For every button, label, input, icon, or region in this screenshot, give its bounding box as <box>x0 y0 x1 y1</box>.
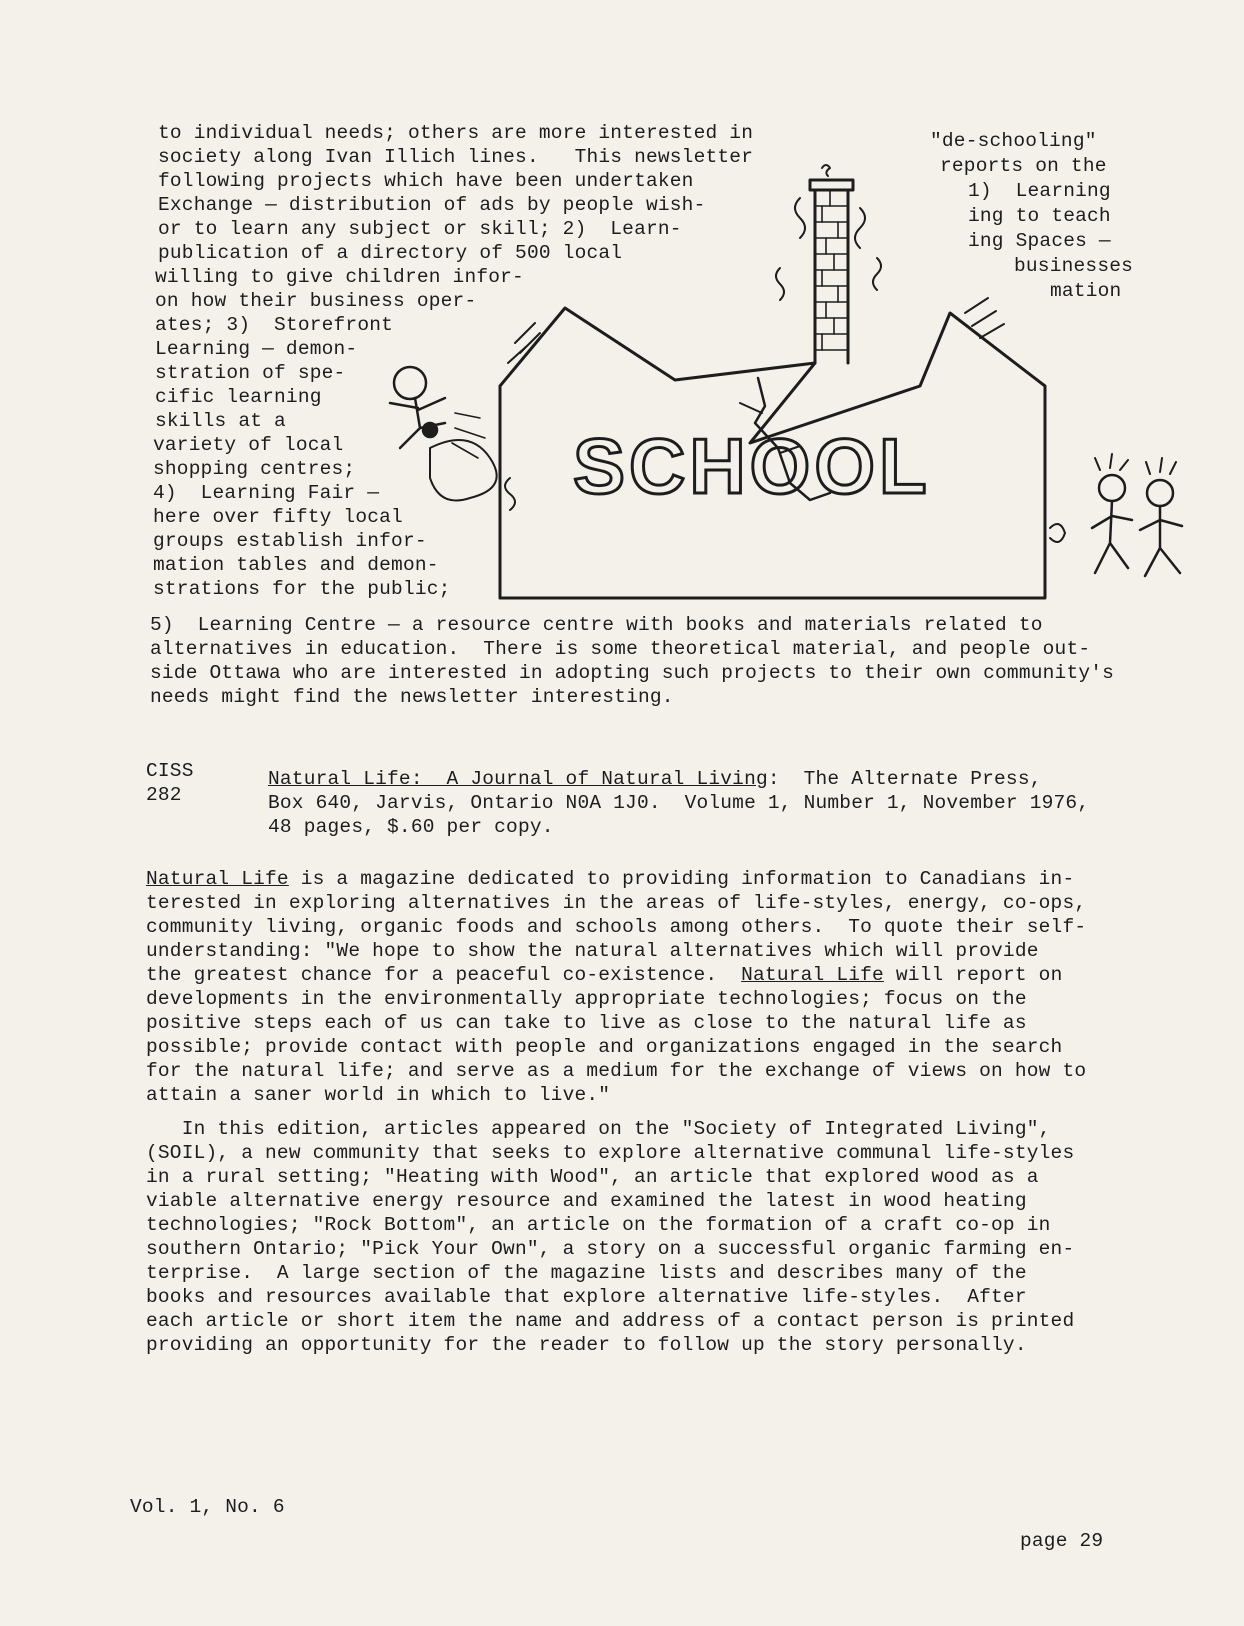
entry-publisher: : The Alternate Press, <box>767 768 1042 790</box>
intro-line: following projects which have been undertaken <box>158 170 694 192</box>
body-line: viable alternative energy resource and examined the latest in wood heating <box>146 1190 1027 1212</box>
intro-line: on how their business oper- <box>155 290 477 312</box>
body-line: In this edition, articles appeared on the "Society of Integrated Living", <box>146 1118 1051 1140</box>
intro-line: mation tables and demon- <box>153 554 439 576</box>
body-line: understanding: "We hope to show the natural alternatives which will provide <box>146 940 1039 962</box>
intro-right-line: businesses <box>1014 255 1134 277</box>
body-line: for the natural life; and serve as a medium for the exchange of views on how to <box>146 1060 1087 1082</box>
body-line: each article or short item the name and address of a contact person is printed <box>146 1310 1075 1332</box>
body-line: community living, organic foods and schools among others. To quote their self- <box>146 916 1087 938</box>
volume-label: Vol. 1, No. 6 <box>130 1496 285 1518</box>
intro-line: shopping centres; <box>153 458 356 480</box>
intro-line: groups establish infor- <box>153 530 427 552</box>
body-line: possible; provide contact with people and organizations engaged in the search <box>146 1036 1063 1058</box>
intro-right-line: mation <box>1050 280 1122 302</box>
citation-line: 48 pages, $.60 per copy. <box>268 816 554 838</box>
intro-line: 4) Learning Fair — <box>153 482 380 504</box>
walking-figures <box>1050 454 1182 576</box>
intro-line: needs might find the newsletter interesting. <box>150 686 674 708</box>
body-line: attain a saner world in which to live." <box>146 1084 611 1106</box>
entry-number: 282 <box>146 784 182 806</box>
intro-line: cific learning <box>155 386 322 408</box>
intro-line: variety of local <box>153 434 344 456</box>
intro-line: society along Ivan Illich lines. This newsletter <box>158 146 754 168</box>
magazine-name: Natural Life <box>741 964 884 986</box>
intro-line: here over fifty local <box>153 506 403 528</box>
chimney <box>810 180 853 363</box>
body-line: in a rural setting; "Heating with Wood", an article that explored wood as a <box>146 1166 1039 1188</box>
body-text: will report on <box>883 964 1063 986</box>
intro-line: strations for the public; <box>153 578 451 600</box>
intro-right-line: 1) Learning <box>968 180 1111 202</box>
body-text: is a magazine dedicated to providing information to Canadians in- <box>288 868 1075 890</box>
intro-right-line: ing Spaces — <box>968 230 1111 252</box>
entry-code: CISS <box>146 760 194 782</box>
intro-line: to individual needs; others are more interested in <box>158 122 754 144</box>
entry-title: Natural Life: A Journal of Natural Living <box>268 768 768 790</box>
body-line: developments in the environmentally appropriate technologies; focus on the <box>146 988 1027 1010</box>
body-line: books and resources available that explore alternative life-styles. After <box>146 1286 1027 1308</box>
intro-right-line: ing to teach <box>968 205 1111 227</box>
body-text: the greatest chance for a peaceful co-existence. <box>146 964 742 986</box>
intro-line: stration of spe- <box>155 362 346 384</box>
intro-line: publication of a directory of 500 local <box>158 242 623 264</box>
body-line: southern Ontario; "Pick Your Own", a story on a successful organic farming en- <box>146 1238 1075 1260</box>
flying-figure <box>390 367 497 501</box>
citation-line <box>268 768 1042 790</box>
magazine-name: Natural Life <box>146 868 289 890</box>
school-sign: SCHOOL <box>573 422 931 510</box>
citation-line: Box 640, Jarvis, Ontario N0A 1J0. Volume 1, Number 1, November 1976, <box>268 792 1090 814</box>
body-line <box>146 964 1062 986</box>
school-illustration <box>360 148 1200 628</box>
intro-line: skills at a <box>155 410 286 432</box>
intro-line: alternatives in education. There is some theoretical material, and people out- <box>150 638 1091 660</box>
intro-right-line: "de-schooling" <box>930 130 1097 152</box>
intro-line: Learning — demon- <box>155 338 358 360</box>
intro-line: ates; 3) Storefront <box>155 314 394 336</box>
body-line: positive steps each of us can take to live as close to the natural life as <box>146 1012 1027 1034</box>
page-number: page 29 <box>1020 1530 1104 1552</box>
intro-line: 5) Learning Centre — a resource centre with books and materials related to <box>150 614 1043 636</box>
body-line: terested in exploring alternatives in the areas of life-styles, energy, co-ops, <box>146 892 1087 914</box>
intro-line: side Ottawa who are interested in adopting such projects to their own community's <box>150 662 1115 684</box>
body-line <box>146 868 1074 890</box>
intro-line: Exchange — distribution of ads by people wish- <box>158 194 706 216</box>
body-line: (SOIL), a new community that seeks to explore alternative communal life-styles <box>146 1142 1075 1164</box>
body-line: terprise. A large section of the magazine lists and describes many of the <box>146 1262 1027 1284</box>
body-line: providing an opportunity for the reader to follow up the story personally. <box>146 1334 1027 1356</box>
intro-right-line: reports on the <box>940 155 1107 177</box>
intro-line: or to learn any subject or skill; 2) Learn- <box>158 218 682 240</box>
intro-line: willing to give children infor- <box>155 266 524 288</box>
body-line: technologies; "Rock Bottom", an article on the formation of a craft co-op in <box>146 1214 1051 1236</box>
